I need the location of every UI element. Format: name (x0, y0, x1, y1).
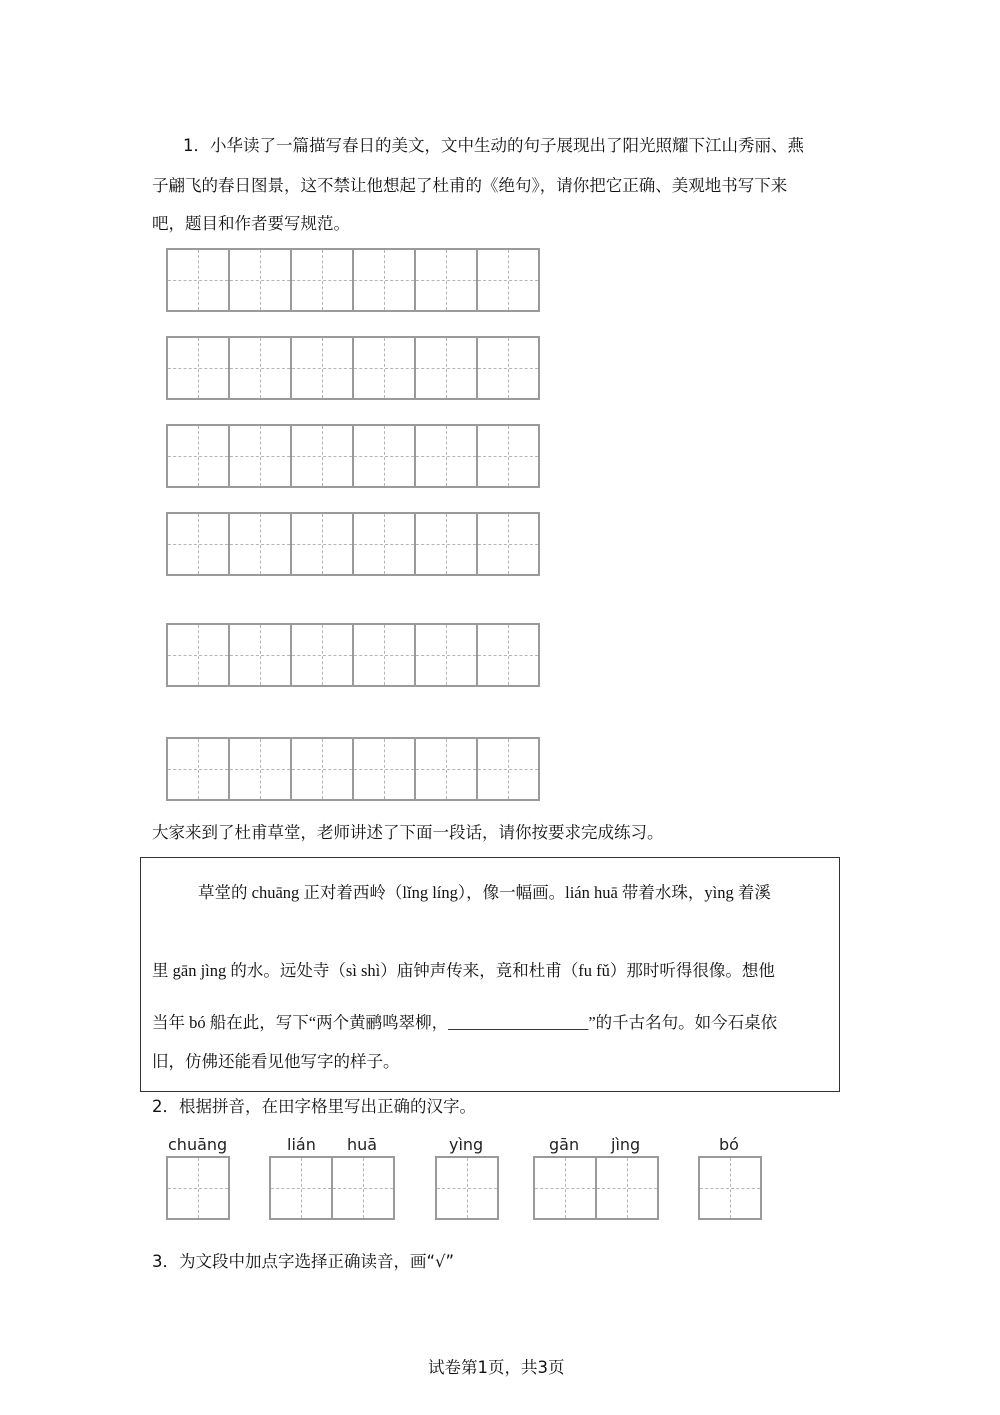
pinyin-label-gan: gān (549, 1135, 580, 1154)
q1-line-3: 吧，题目和作者要写规范。 (152, 214, 350, 233)
answer-grid-chuang[interactable] (166, 1156, 228, 1220)
grid-cell[interactable] (352, 248, 416, 312)
grid-cell[interactable] (476, 512, 540, 576)
grid-cell[interactable] (435, 1156, 499, 1220)
grid-cell[interactable] (414, 336, 478, 400)
grid-cell[interactable] (166, 336, 230, 400)
pinyin-label-chuang: chuāng (168, 1135, 228, 1154)
grid-cell[interactable] (290, 512, 354, 576)
grid-cell[interactable] (414, 424, 478, 488)
grid-cell[interactable] (414, 623, 478, 687)
grid-cell[interactable] (290, 336, 354, 400)
pinyin-label-jing: jìng (611, 1135, 641, 1154)
q3-prompt: 3．为文段中加点字选择正确读音，画“√” (152, 1252, 455, 1271)
grid-cell[interactable] (290, 623, 354, 687)
passage-intro: 大家来到了杜甫草堂，老师讲述了下面一段话，请你按要求完成练习。 (152, 823, 664, 842)
writing-grid-row-4[interactable] (166, 512, 538, 576)
answer-grid-ying[interactable] (435, 1156, 497, 1220)
passage-line-2: 里 gān jìng 的水。远处寺（sì shì）庙钟声传来，竟和杜甫（fu fǔ）那时听得很像。想他 (152, 961, 775, 980)
q1-line-2: 子翩飞的春日图景，这不禁让他想起了杜甫的《绝句》，请你把它正确、美观地书写下来 (152, 176, 788, 195)
answer-grid-ganjing[interactable] (533, 1156, 657, 1220)
writing-grid-row-6[interactable] (166, 737, 538, 801)
grid-cell[interactable] (228, 248, 292, 312)
grid-cell[interactable] (269, 1156, 333, 1220)
passage-line-3: 当年 bó 船在此，写下“两个黄鹂鸣翠柳，_________________”的千古名句。如今石桌依 (152, 1013, 778, 1032)
grid-cell[interactable] (166, 623, 230, 687)
pinyin-label-bo: bó (719, 1135, 739, 1154)
grid-cell[interactable] (228, 737, 292, 801)
grid-cell[interactable] (414, 248, 478, 312)
answer-grid-lianhua[interactable] (269, 1156, 393, 1220)
grid-cell[interactable] (476, 737, 540, 801)
grid-cell[interactable] (166, 248, 230, 312)
grid-cell[interactable] (331, 1156, 395, 1220)
grid-cell[interactable] (476, 623, 540, 687)
grid-cell[interactable] (476, 424, 540, 488)
grid-cell[interactable] (414, 512, 478, 576)
grid-cell[interactable] (290, 737, 354, 801)
grid-cell[interactable] (698, 1156, 762, 1220)
grid-cell[interactable] (166, 737, 230, 801)
grid-cell[interactable] (290, 424, 354, 488)
grid-cell[interactable] (352, 424, 416, 488)
writing-grid-row-2[interactable] (166, 336, 538, 400)
q2-prompt: 2．根据拼音，在田字格里写出正确的汉字。 (152, 1097, 476, 1116)
pinyin-label-hua: huā (347, 1135, 378, 1154)
writing-grid-row-5[interactable] (166, 623, 538, 687)
grid-cell[interactable] (166, 512, 230, 576)
passage-line-4: 旧，仿佛还能看见他写字的样子。 (152, 1052, 400, 1071)
grid-cell[interactable] (228, 623, 292, 687)
writing-grid-row-3[interactable] (166, 424, 538, 488)
grid-cell[interactable] (228, 512, 292, 576)
writing-grid-row-1[interactable] (166, 248, 538, 312)
answer-grid-bo[interactable] (698, 1156, 760, 1220)
grid-cell[interactable] (352, 336, 416, 400)
grid-cell[interactable] (414, 737, 478, 801)
grid-cell[interactable] (352, 623, 416, 687)
grid-cell[interactable] (352, 512, 416, 576)
pinyin-label-lian: lián (287, 1135, 316, 1154)
grid-cell[interactable] (476, 248, 540, 312)
grid-cell[interactable] (595, 1156, 659, 1220)
grid-cell[interactable] (476, 336, 540, 400)
pinyin-label-ying: yìng (449, 1135, 484, 1154)
grid-cell[interactable] (533, 1156, 597, 1220)
grid-cell[interactable] (228, 336, 292, 400)
grid-cell[interactable] (352, 737, 416, 801)
q1-line-1: 1．小华读了一篇描写春日的美文，文中生动的句子展现出了阳光照耀下江山秀丽、燕 (183, 136, 804, 155)
grid-cell[interactable] (228, 424, 292, 488)
grid-cell[interactable] (166, 424, 230, 488)
grid-cell[interactable] (166, 1156, 230, 1220)
page-footer: 试卷第1页，共3页 (428, 1358, 565, 1377)
passage-line-1: 草堂的 chuāng 正对着西岭（lǐng líng），像一幅画。lián huā 带着水珠，yìng 着溪 (198, 883, 771, 902)
grid-cell[interactable] (290, 248, 354, 312)
